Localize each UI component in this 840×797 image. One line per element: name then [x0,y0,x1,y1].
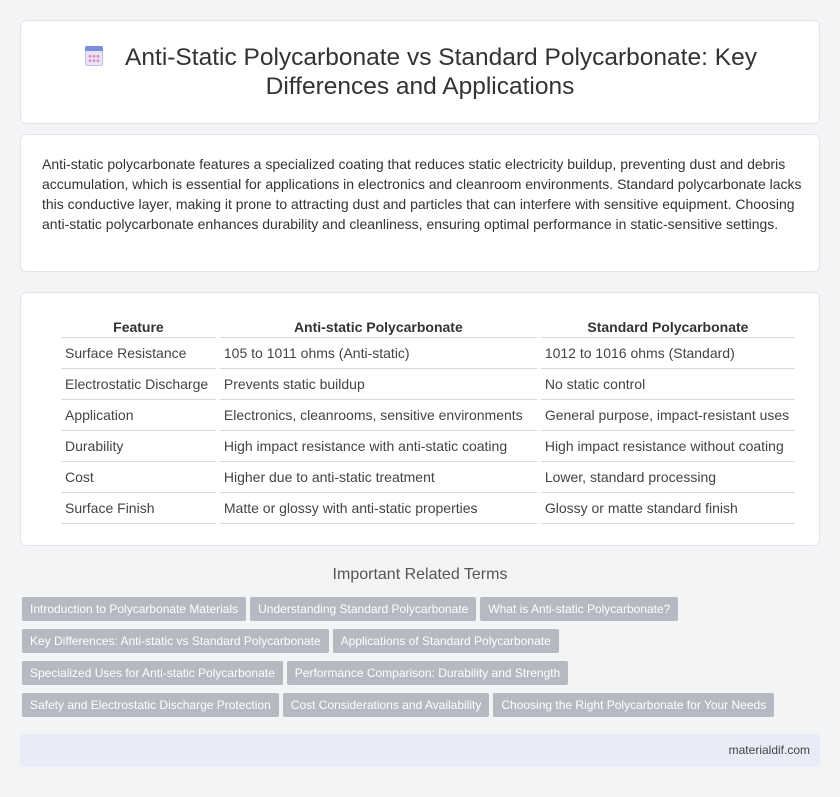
table-cell: Matte or glossy with anti-static properties [220,493,537,524]
table-cell: Prevents static buildup [220,369,537,400]
related-term-tag[interactable]: Key Differences: Anti-static vs Standard Polycarbonate [22,629,329,653]
table-row [61,400,795,431]
related-terms-list [22,597,812,725]
title-wrap [21,43,819,101]
comparison-table-card [20,292,820,546]
footer [20,734,820,767]
table-row [61,338,795,369]
tag-row [22,629,812,661]
table-row [61,431,795,462]
intro-card [20,134,820,272]
table-cell: 105 to 1011 ohms (Anti-static) [220,338,537,369]
table-cell: Lower, standard processing [541,462,795,493]
footer-site-link[interactable]: materialdif.com [728,743,810,757]
related-term-tag[interactable]: Understanding Standard Polycarbonate [250,597,476,621]
table-cell: No static control [541,369,795,400]
table-cell: Surface Finish [61,493,216,524]
table-row [61,462,795,493]
tag-row [22,597,812,629]
related-terms-heading: Important Related Terms [332,566,508,583]
calendar-grid-icon [83,45,105,67]
column-header-anti-static: Anti-static Polycarbonate [220,315,537,338]
table-cell: Cost [61,462,216,493]
page-title [21,43,819,101]
column-header-feature: Feature [61,315,216,338]
related-term-tag[interactable]: Performance Comparison: Durability and Strength [287,661,568,685]
column-header-standard: Standard Polycarbonate [541,315,795,338]
table-cell: Electrostatic Discharge [61,369,216,400]
table-row [61,493,795,524]
related-term-tag[interactable]: Applications of Standard Polycarbonate [333,629,559,653]
related-term-tag[interactable]: Specialized Uses for Anti-static Polycarbonate [22,661,283,685]
tag-row [22,661,812,693]
table-cell: Higher due to anti-static treatment [220,462,537,493]
table-cell: Surface Resistance [61,338,216,369]
table-cell: General purpose, impact-resistant uses [541,400,795,431]
title-card [20,20,820,124]
table-header-row [61,315,795,338]
table-cell: High impact resistance with anti-static coating [220,431,537,462]
table-row [61,369,795,400]
comparison-table [57,315,799,524]
table-cell: Application [61,400,216,431]
table-cell: 1012 to 1016 ohms (Standard) [541,338,795,369]
intro-paragraph: Anti-static polycarbonate features a specialized coating that reduces static electricity buildup, preventing dust and debris accumulation, which is essential for applications in electronics and cleanroom environments. Standard polycarbonate lacks this conductive layer, making it prone to attracting dust and particles that can interfere with sensitive equipment. Choosing anti-static polycarbonate enhances durability and cleanliness, ensuring optimal performance in static-sensitive settings. [42,156,802,232]
related-term-tag[interactable]: Safety and Electrostatic Discharge Protection [22,693,279,717]
related-term-tag[interactable]: Cost Considerations and Availability [283,693,490,717]
related-term-tag[interactable]: What is Anti-static Polycarbonate? [480,597,678,621]
table-cell: Glossy or matte standard finish [541,493,795,524]
table-cell: High impact resistance without coating [541,431,795,462]
tag-row [22,693,812,725]
related-term-tag[interactable]: Introduction to Polycarbonate Materials [22,597,246,621]
table-cell: Durability [61,431,216,462]
table-cell: Electronics, cleanrooms, sensitive environments [220,400,537,431]
related-term-tag[interactable]: Choosing the Right Polycarbonate for Your Needs [493,693,774,717]
page-title-text: Anti-Static Polycarbonate vs Standard Polycarbonate: Key Differences and Applications [125,44,757,100]
